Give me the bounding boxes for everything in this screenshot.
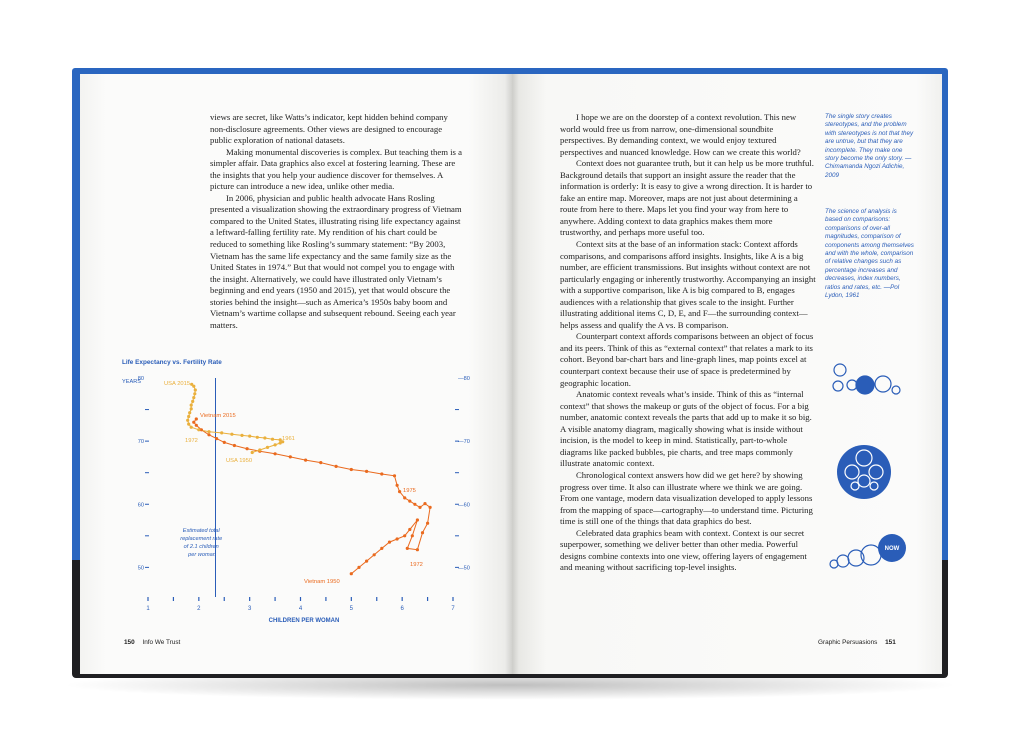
y-tick-label-right: —60: [458, 502, 470, 509]
point-usa: [240, 434, 243, 437]
point-vietnam: [413, 503, 416, 506]
point-vietnam: [335, 465, 338, 468]
point-vietnam: [207, 433, 210, 436]
point-vietnam: [233, 444, 236, 447]
right-paragraph-7: Celebrated data graphics beam with context. Context is our secret superpower, something we deliver better than other media. Powerful designs combine contexts into one view, offering layers of engagement and meaning without sacrificing top-level insights.: [560, 527, 807, 573]
point-usa: [248, 435, 251, 438]
point-vietnam: [406, 547, 409, 550]
point-usa: [274, 443, 277, 446]
life-expectancy-chart: [114, 352, 474, 632]
x-tick-label: 7: [451, 606, 455, 612]
left-paragraph-1: views are secret, like Watts’s indicator, kept hidden behind company non-disclosure agreements. Other views are designed to encourage public exploration of national datasets.: [210, 112, 448, 146]
bubble: [834, 364, 846, 376]
x-tick-label: 5: [349, 606, 354, 612]
annotation-vietnam-1972: 1972: [410, 562, 423, 568]
annotation-usa-1961: 1961: [282, 436, 295, 442]
point-usa: [271, 438, 274, 441]
point-vietnam: [403, 496, 406, 499]
point-vietnam: [393, 474, 396, 477]
point-usa: [266, 446, 269, 449]
point-vietnam: [373, 553, 376, 556]
annotation-vietnam-2015: Vietnam 2015: [200, 413, 236, 419]
left-paragraph-2: Making monumental discoveries is complex. But teaching them is a simpler affair. Data graphics also excel at fostering learning. These are the insights that you help your audience discover for themselves. A picture can introduce a new idea, unlike other media.: [210, 146, 462, 192]
point-vietnam: [223, 441, 226, 444]
point-vietnam: [398, 490, 401, 493]
point-usa: [197, 428, 200, 431]
bubble: [837, 555, 849, 567]
y-tick-label-right: —70: [458, 439, 470, 446]
point-usa: [190, 383, 193, 386]
bubble: [856, 376, 874, 394]
point-vietnam: [396, 484, 399, 487]
point-vietnam: [350, 468, 353, 471]
point-vietnam: [416, 518, 419, 521]
axis-ticks: [138, 376, 470, 612]
page-number-left: 150: [124, 639, 135, 646]
bubble: [833, 381, 843, 391]
point-vietnam: [365, 470, 368, 473]
y-tick-label-right: —50: [458, 565, 470, 572]
point-vietnam: [215, 437, 218, 440]
point-vietnam: [380, 547, 383, 550]
annotation-usa-1972: 1972: [185, 438, 198, 444]
y-tick-label-left: 70: [137, 439, 144, 446]
point-vietnam: [411, 534, 414, 537]
point-usa: [188, 411, 191, 414]
point-vietnam: [403, 534, 406, 537]
right-paragraph-4: Counterpart context affords comparisons between an object of focus and its peers. Think of this as “external context” that relates a mark to its cohort. Beyond bar-chart bars and line-graph lines, map points excel at counterpart context because their use of space is predetermined by geographic location.: [560, 331, 814, 388]
point-vietnam: [416, 548, 419, 551]
point-vietnam: [396, 537, 399, 540]
point-usa: [191, 400, 194, 403]
right-paragraph-1: I hope we are on the doorstep of a context revolution. This new world would free us from narrow, one-dimensional soundbite perspectives. By demanding context, we would enjoy textured perspectives and nuanced knowledge. How can we create this world?: [560, 112, 801, 157]
sidenote-quote-adichie: The single story creates stereotypes, and the problem with stereotypes is not that they are untrue, but that they are incomplete. They make one story become the only story. —Chimamanda Ngozi Adichie, 2009: [825, 113, 914, 179]
bubble: [892, 386, 900, 394]
right-paragraph-2: Context does not guarantee truth, but it can help us be more truthful. Background details that support an insight assure the reader that the information is orderly: It is easy to give a wrong direction. It is harder to fake an entire map. Moreover, maps are not just about determining a route from here to there. Maps let you find your way from here to anywhere. Adding context to data graphics makes them more trustworthy, and perhaps more useful too.: [560, 158, 814, 238]
point-vietnam: [418, 506, 421, 509]
replacement-rate-label: Estimated total replacement rate of 2.1 children per woman: [180, 528, 223, 558]
point-vietnam: [388, 541, 391, 544]
point-usa: [220, 431, 223, 434]
point-vietnam: [408, 528, 411, 531]
book-title-running-head: Info We Trust: [142, 639, 181, 646]
point-vietnam: [380, 472, 383, 475]
x-tick-label: 2: [197, 606, 201, 612]
x-axis-label: CHILDREN PER WOMAN: [268, 618, 340, 624]
point-usa: [207, 430, 210, 433]
book-gutter: [505, 74, 519, 674]
point-vietnam: [426, 522, 429, 525]
page-number-right: 151: [885, 639, 896, 646]
point-usa: [187, 415, 190, 418]
folio-left: [124, 639, 180, 646]
left-paragraph-3: In 2006, physician and public health advocate Hans Rosling presented a visualization showing the extraordinary progress of Vietnam compared to the United States, illustrating rising life expectancy against a leftward-falling fertility rate. My rendition of his chart could be reduced to something like Rosling’s summary statement: “By 2003, Vietnam has the same life expectancy and the same family size as the United States in 1974.” But that would not compel you to engage with the insight. Alternatively, we could have illustrated only Vietnam’s beginning and end years (1950 and 2015), yet that would obscure the stories behind the insight—such as America’s 1950s baby boom and Vietnam’s wartime collapse and subsequent rebound. Seeing each year matters.: [210, 192, 462, 330]
point-vietnam: [421, 531, 424, 534]
point-vietnam: [365, 560, 368, 563]
now-label: NOW: [884, 546, 900, 552]
annotation-usa-2015: USA 2015: [164, 381, 191, 387]
y-tick-label-left: 80: [137, 376, 144, 382]
x-tick-label: 6: [400, 606, 404, 612]
point-vietnam: [423, 502, 426, 505]
right-paragraph-3: Context sits at the base of an information stack: Context affords comparisons, and comparisons afford insights. Insights, like A is a big number, are efficient transmissions. But insights without context are not particularly engaging or inherently trustworthy. Accompanying an insight with a supportive comparison, like A is big compared to B, engages audiences with a relationship that gives scale to the insight. Further illustrating additional items C, D, E, and F—the surrounding context—helps assess and qualify the A vs. B comparison.: [560, 239, 816, 330]
point-vietnam: [357, 566, 360, 569]
point-vietnam: [192, 421, 195, 424]
point-usa: [263, 436, 266, 439]
bubbles-packed: [837, 445, 891, 499]
point-vietnam: [289, 455, 292, 458]
left-page-body: [210, 112, 464, 331]
chart-title: Life Expectancy vs. Fertility Rate: [122, 359, 222, 366]
series-line-vietnam: [194, 419, 430, 574]
x-tick-label: 3: [247, 606, 252, 612]
right-page-body: [560, 112, 816, 574]
point-usa: [192, 396, 195, 399]
point-vietnam: [304, 459, 307, 462]
folio-right: [818, 639, 896, 646]
x-tick-label: 4: [298, 606, 303, 612]
bubble-illustration: [826, 360, 926, 580]
right-paragraph-6: Chronological context answers how did we get here? by showing progress over time. It also can illustrate where we think we are going. From one vantage, modern data visualization developed to apply lessons from the mapping of space—cartography—to understand time. Picturing time is still one of the things that data graphics do best.: [560, 469, 813, 527]
point-vietnam: [408, 500, 411, 503]
annotation-vietnam-1950: Vietnam 1950: [304, 579, 340, 585]
point-usa: [186, 419, 189, 422]
point-usa: [251, 451, 254, 454]
annotation-vietnam-1975: 1975: [403, 488, 416, 494]
point-usa: [230, 433, 233, 436]
sidenote-quote-lydon: The science of analysis is based on comparisons: comparisons of over-all magnitudes, comparison of components among themselves and with the whole, comparison of relative changes such as percentage increases and decreases, index numbers, ratios and rates, etc. —Pol Lydon, 1961: [825, 208, 914, 300]
y-axis-label: YEARS: [122, 379, 141, 385]
point-vietnam: [246, 447, 249, 450]
point-usa: [256, 436, 259, 439]
right-paragraph-5: Anatomic context reveals what’s inside. Think of this as “internal context” that shows the makeup or guts of the object of focus. For a big number, anatomic context reveals the parts that add up to make it so big. A visible anatomy diagram, magically showing what is inside without incision, is the model to keep in mind. Statistically, part-to-whole diagrams like packed bubbles, pie charts, and tree maps commonly illustrate anatomic context.: [560, 389, 812, 469]
y-tick-label-right: —80: [458, 376, 470, 382]
point-usa: [190, 404, 193, 407]
bubbles-comparison: [833, 364, 900, 394]
x-tick-label: 1: [146, 606, 150, 612]
point-vietnam: [274, 452, 277, 455]
point-usa: [258, 448, 261, 451]
point-usa: [190, 426, 193, 429]
point-usa: [193, 392, 196, 395]
point-usa: [190, 407, 193, 410]
annotation-usa-1950: USA 1950: [226, 458, 253, 464]
chapter-title-running-head: Graphic Persuasions: [818, 639, 878, 646]
point-vietnam: [195, 424, 198, 427]
point-usa: [194, 388, 197, 391]
point-vietnam: [195, 417, 198, 420]
point-vietnam: [319, 461, 322, 464]
y-tick-label-left: 50: [137, 565, 144, 572]
point-usa: [187, 423, 190, 426]
point-vietnam: [429, 506, 432, 509]
y-tick-label-left: 60: [137, 502, 144, 509]
bubble: [875, 376, 891, 392]
point-vietnam: [350, 572, 353, 575]
